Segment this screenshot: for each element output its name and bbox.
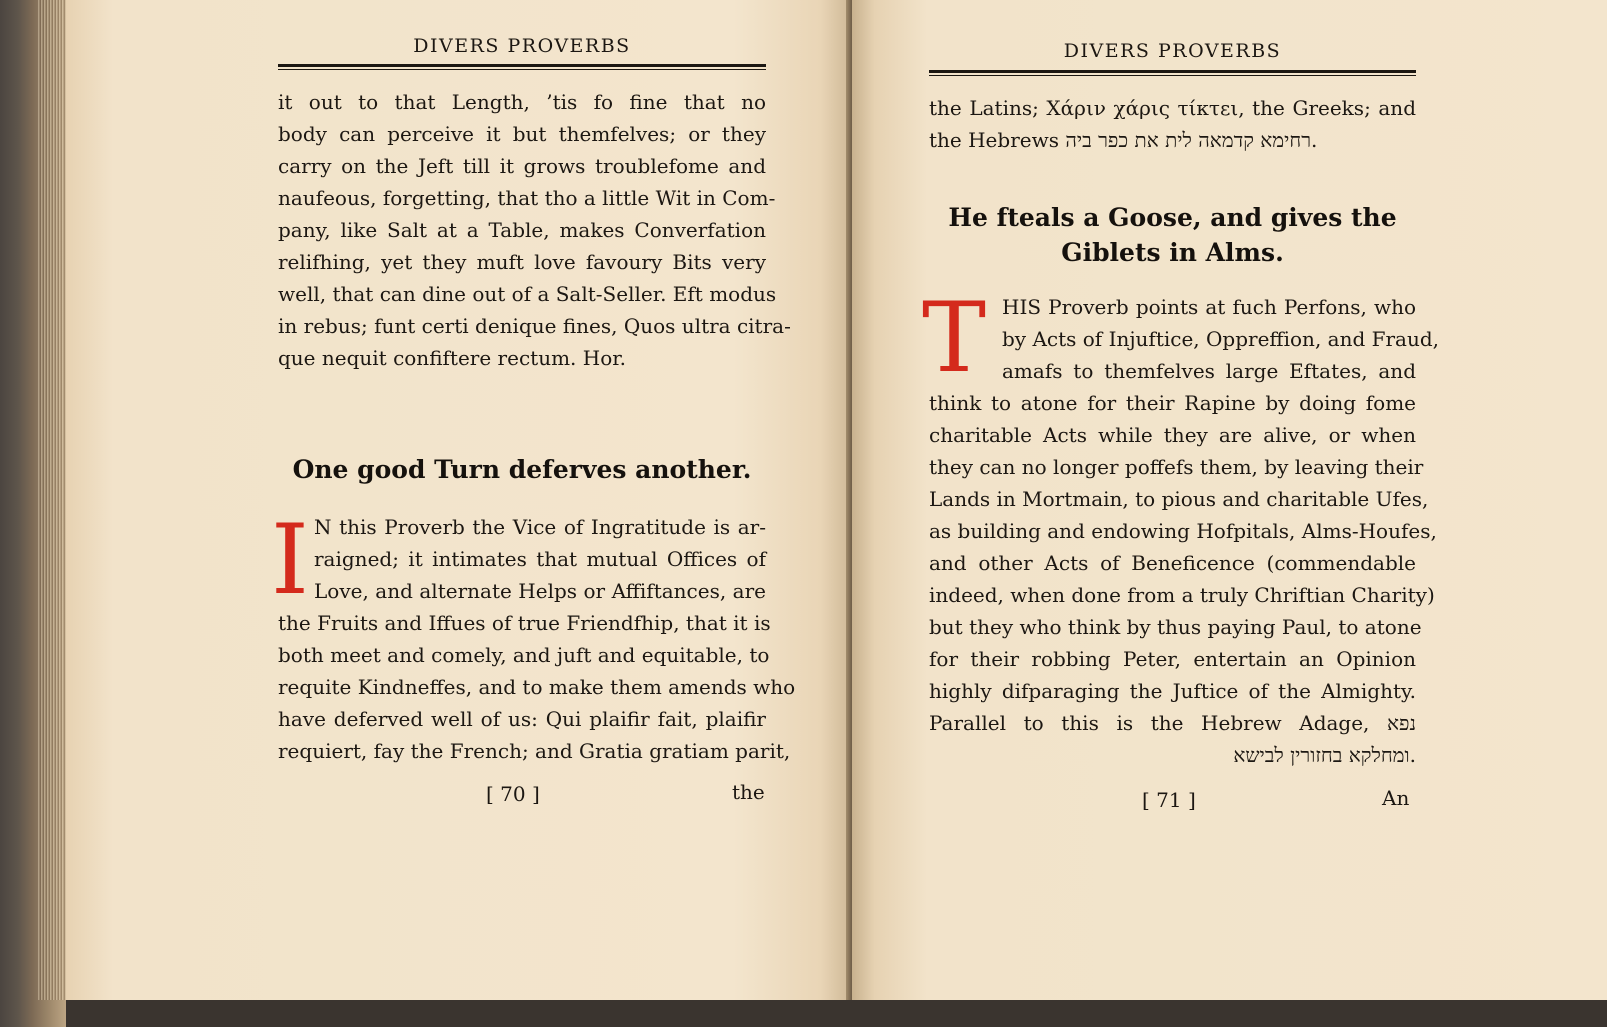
left-head-rule <box>278 64 766 70</box>
text-line: N this Proverb the Vice of Ingratitude is ar- <box>314 515 766 539</box>
text-line: pany, like Salt at a Table, makes Converfation <box>278 218 766 242</box>
text-line: highly difparaging the Juftice of the Almighty. <box>929 679 1416 703</box>
text-line: Parallel to this is the Hebrew Adage, נפא <box>929 711 1416 735</box>
text-line: think to atone for their Rapine by doing fome <box>929 391 1416 415</box>
text-line: requite Kindneffes, and to make them amends who <box>278 675 796 699</box>
text-line: Love, and alternate Helps or Affiftances, are <box>314 579 766 603</box>
text-line: indeed, when done from a truly Chriftian Charity) <box>929 583 1435 607</box>
right-running-head: DIVERS PROVERBS <box>1063 40 1282 62</box>
text-line: carry on the Jeft till it grows troublefome and <box>278 154 766 178</box>
text-line: HIS Proverb points at fuch Perfons, who <box>1002 295 1416 319</box>
text-line: the Latins; Χάριν χάρις τίκτει, the Greeks; and <box>929 96 1416 120</box>
left-catchword: the <box>732 780 765 804</box>
text-line: by Acts of Injuftice, Oppreffion, and Fraud, <box>1002 327 1440 351</box>
book-bottom-edge <box>66 1000 1607 1027</box>
text-line: charitable Acts while they are alive, or when <box>929 423 1416 447</box>
text-line: ומחלקא בחזורין לבישא. <box>1233 743 1416 767</box>
left-page-number: [ 70 ] <box>486 782 540 806</box>
text-line: have deferved well of us: Qui plaifir fait, plaifir <box>278 707 766 731</box>
left-section-heading: One good Turn deferves another. <box>292 455 752 484</box>
text-line: both meet and comely, and juft and equitable, to <box>278 643 770 667</box>
text-line: Lands in Mortmain, to pious and charitable Ufes, <box>929 487 1429 511</box>
text-line: it out to that Length, ’tis fo fine that no <box>278 90 766 114</box>
right-page <box>852 0 1607 1000</box>
text-line: but they who think by thus paying Paul, to atone <box>929 615 1422 639</box>
text-line: the Hebrews רחימא קדמאה לית את כפר ביה. <box>929 128 1318 152</box>
text-line: as building and endowing Hofpitals, Alms-Houfes, <box>929 519 1437 543</box>
text-line: raigned; it intimates that mutual Offices of <box>314 547 766 571</box>
text-line: relifhing, yet they muft love favoury Bits very <box>278 250 766 274</box>
text-line: well, that can dine out of a Salt-Seller. Eft modus <box>278 282 777 306</box>
text-line: naufeous, forgetting, that tho a little Wit in Com- <box>278 186 776 210</box>
right-catchword: An <box>1382 786 1410 810</box>
right-head-rule <box>929 70 1416 76</box>
right-section-heading-line2: Giblets in Alms. <box>1061 238 1284 267</box>
drop-cap-t: T <box>922 282 987 394</box>
left-page <box>66 0 852 1000</box>
text-line: the Fruits and Iffues of true Friendfhip, that it is <box>278 611 771 635</box>
left-running-head: DIVERS PROVERBS <box>413 35 631 57</box>
drop-cap-i: I <box>271 504 309 616</box>
text-line: que nequit confiftere rectum. Hor. <box>278 346 626 370</box>
text-line: and other Acts of Beneficence (commendable <box>929 551 1416 575</box>
text-line: body can perceive it but themfelves; or they <box>278 122 766 146</box>
right-page-number: [ 71 ] <box>1142 788 1196 812</box>
text-line: in rebus; funt certi denique fines, Quos ultra citra- <box>278 314 791 338</box>
text-line: amafs to themfelves large Eftates, and <box>1002 359 1416 383</box>
text-line: they can no longer poffefs them, by leaving their <box>929 455 1424 479</box>
text-line: for their robbing Peter, entertain an Opinion <box>929 647 1416 671</box>
text-line: requiert, fay the French; and Gratia gratiam parit, <box>278 739 791 763</box>
right-section-heading-line1: He fteals a Goose, and gives the <box>948 203 1397 232</box>
